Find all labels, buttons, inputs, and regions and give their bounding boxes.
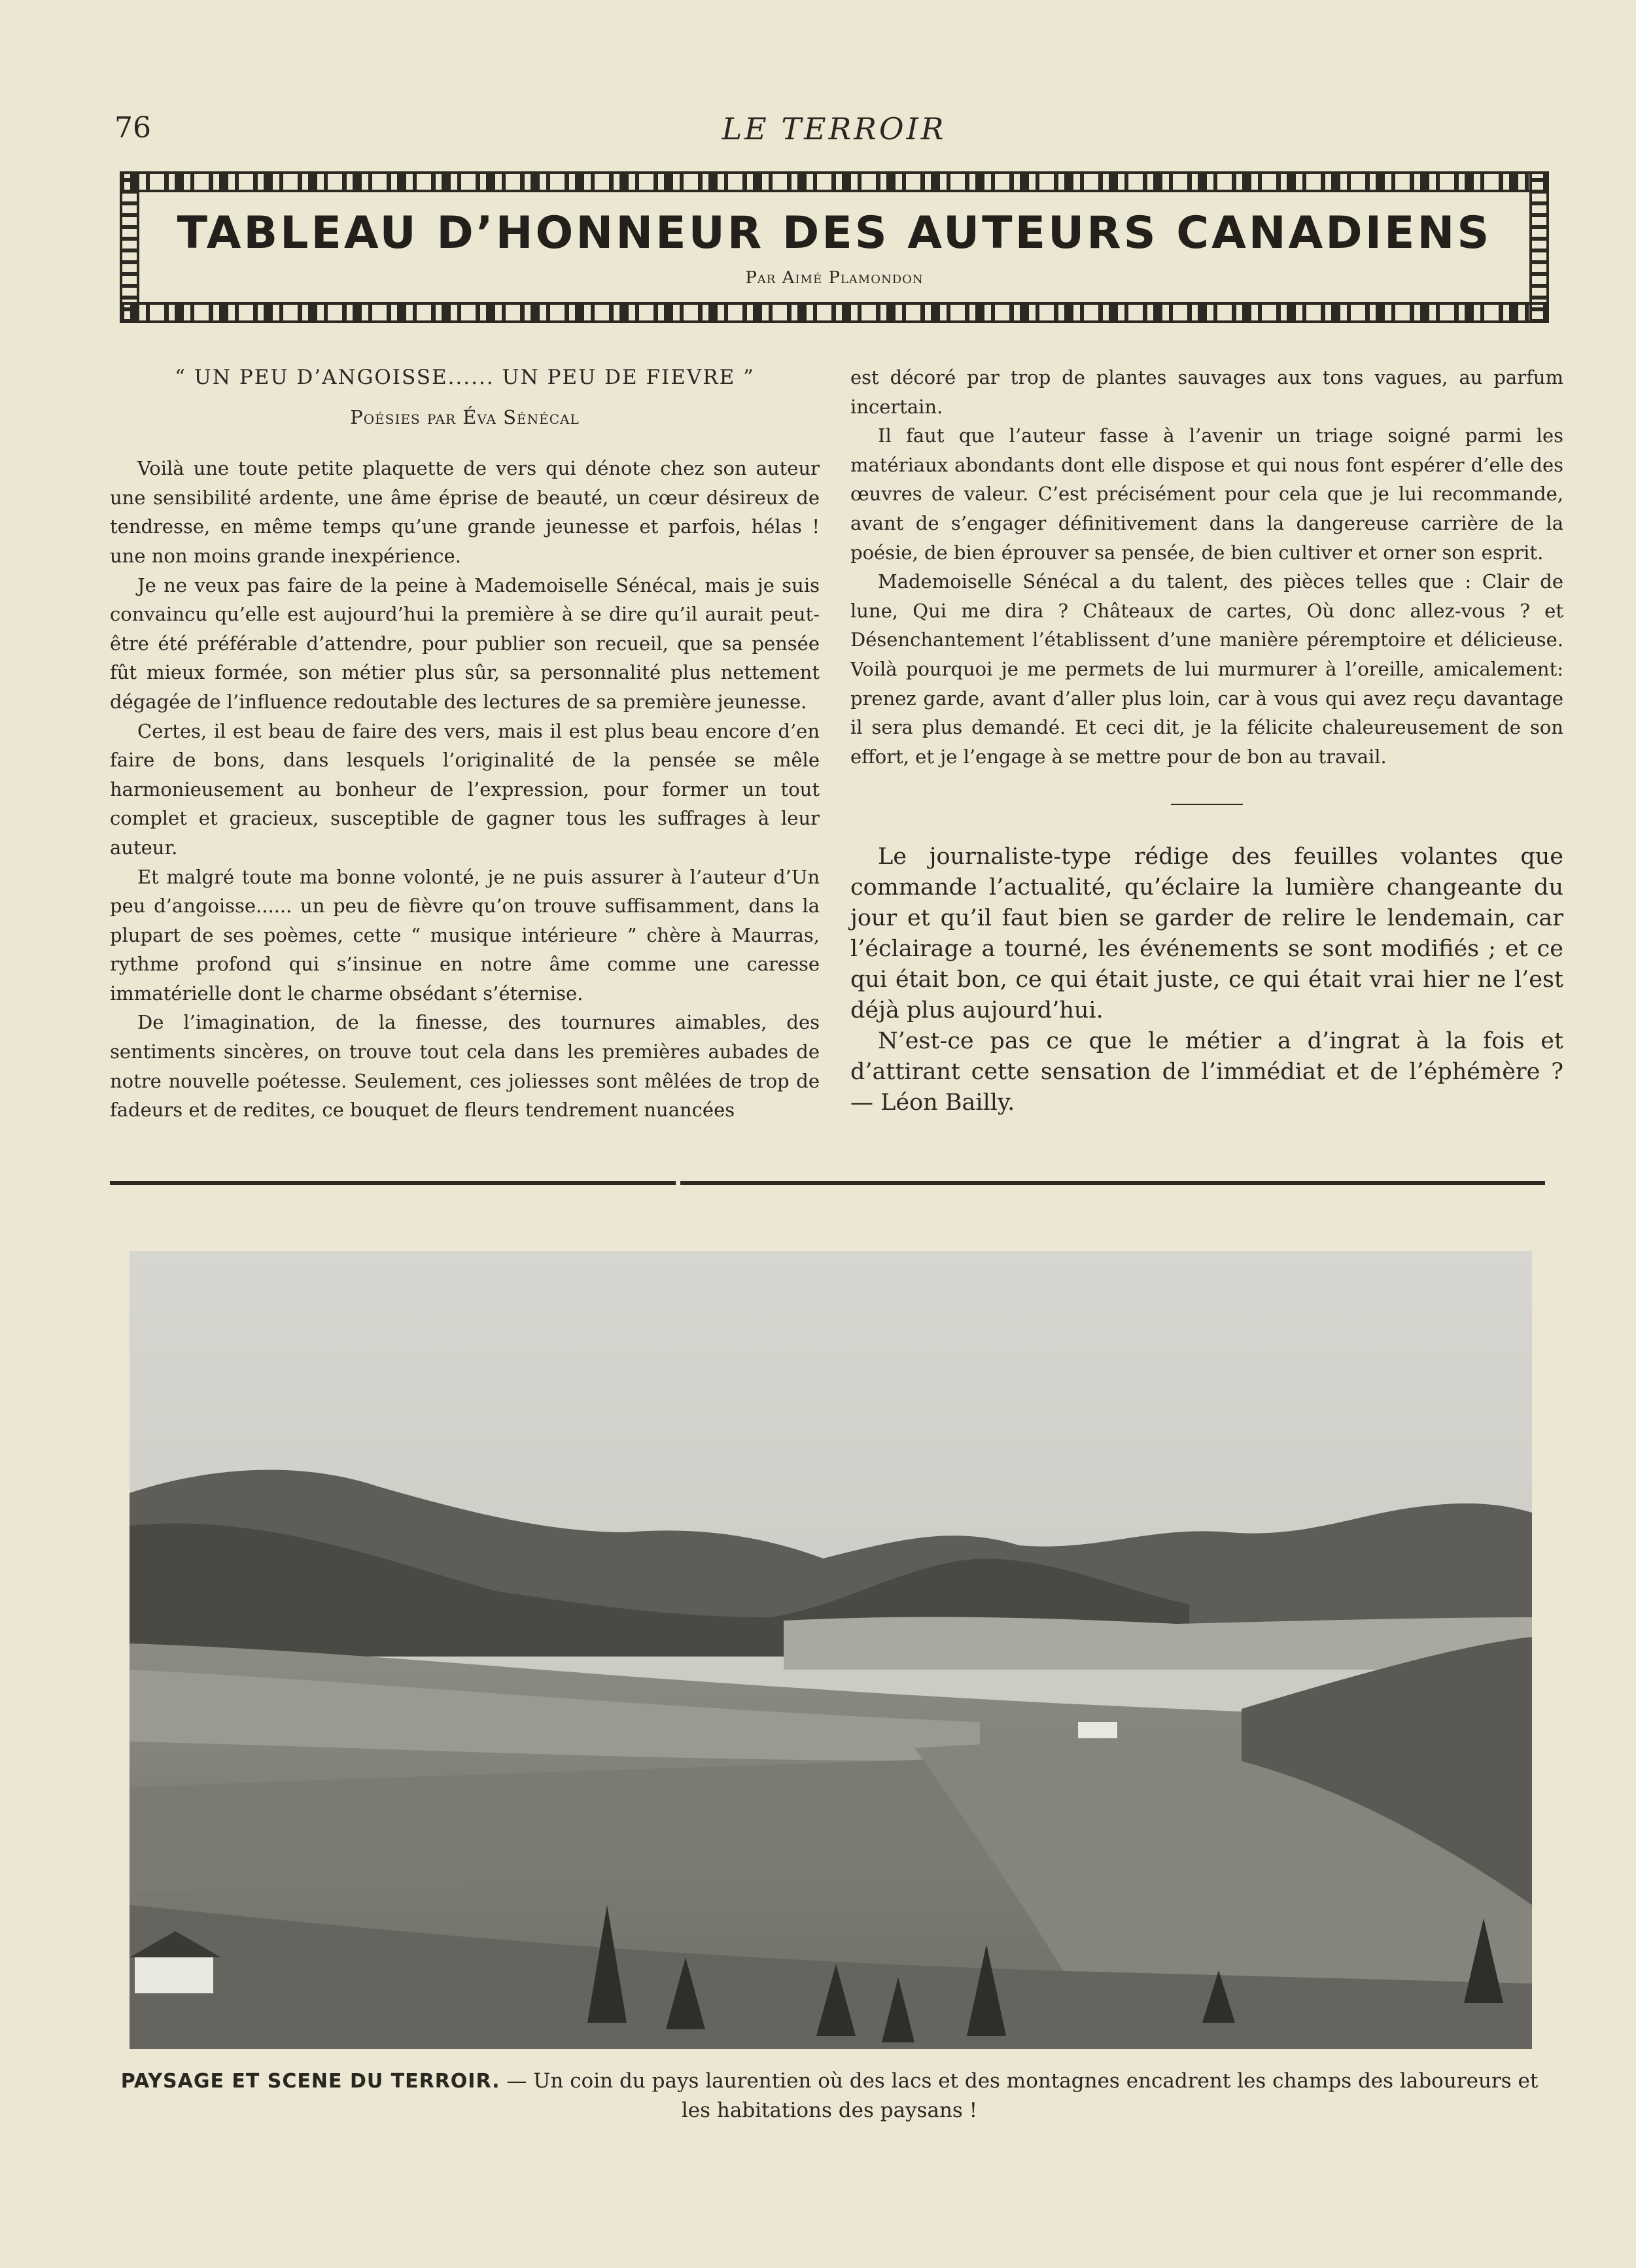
section-title: TABLEAU D’HONNEUR DES AUTEURS CANADIENS [177, 207, 1492, 259]
review-subheading: Poésies par Éva Sénécal [350, 405, 580, 428]
paragraph: est décoré par trop de plantes sauvages aux tons vagues, au parfum incertain. [850, 366, 1563, 418]
ornamental-border-bottom [120, 302, 1549, 323]
byline: Par Aimé Plamondon [745, 268, 924, 288]
title-frame [120, 171, 1549, 323]
left-column [110, 363, 820, 1125]
running-head [114, 111, 1554, 150]
caption-text: — Un coin du pays laurentien où des lacs et des montagnes encadrent les champs des laboureurs et les habitations des paysans ! [506, 2069, 1539, 2122]
paragraph: Voilà une toute petite plaquette de vers qui dénote chez son auteur une sensibilité ardente, une âme éprise de beauté, un cœur désireux de tendresse, en même temps qu’une grande jeunesse et parfois, hélas ! une non moins grande inexpérience. [110, 457, 820, 567]
page-number: 76 [114, 111, 151, 145]
paragraph: De l’imagination, de la finesse, des tournures aimables, des sentiments sincères, on trouve tout cela dans les premières aubades de notre nouvelle poétesse. Seulement, ces joliesses sont mêlées de trop de fadeurs et de redites, ce bouquet de fleurs tendrement nuancées [110, 1011, 820, 1122]
caption-label: PAYSAGE ET SCENE DU TERROIR. [120, 2070, 500, 2093]
horizontal-rule-right [680, 1181, 1545, 1185]
journal-title: LE TERROIR [722, 111, 947, 146]
paragraph: Et malgré toute ma bonne volonté, je ne puis assurer à l’auteur d’Un peu d’angoisse...... un peu de fièvre qu’on trouve suffisamment, dans la plupart de ses poèmes, cette “ musique intérieure ” chère à Maurras, rythme profond qui s’insinue en notre âme comme une caresse immatérielle dont le charme obsédant s’éternise. [110, 865, 820, 1005]
landscape-photo [130, 1251, 1532, 2049]
landscape-illustration [130, 1251, 1532, 2049]
ornamental-border-top [120, 171, 1549, 192]
quote-paragraph: Le journaliste-type rédige des feuilles volantes que commande l’actualité, qu’éclaire la lumière changeante du jour et qu’il faut bien se garder de relire le lendemain, car l’éclairage a tourné, les événements se sont modifiés ; et ce qui était bon, ce qui était juste, ce qui était vrai hier ne l’est déjà plus aujourd’hui. [850, 844, 1563, 1024]
paragraph: Mademoiselle Sénécal a du talent, des pièces telles que : Clair de lune, Qui me dira ? Châteaux de cartes, Où donc allez-vous ? et Désenchantement l’établissent d’une manière péremptoire et délicieuse. Voilà pourquoi je me permets de lui murmurer à l’oreille, amicalement: prenez garde, avant d’aller plus loin, car à vous qui avez reçu davantage il sera plus demandé. Et ceci dit, je la félicite chaleureusement de son effort, et je l’engage à se mettre pour de bon au travail. [850, 570, 1563, 768]
quote-paragraph: N’est-ce pas ce que le métier a d’ingrat à la fois et d’attirant cette sensation de l’immédiat et de l’éphémère ? — Léon Bailly. [850, 1028, 1563, 1116]
photo-caption [110, 2067, 1549, 2125]
horizontal-rule-left [110, 1181, 676, 1185]
paragraph: Je ne veux pas faire de la peine à Mademoiselle Sénécal, mais je suis convaincu qu’elle est aujourd’hui la première à se dire qu’il aurait peut-être été préférable d’attendre, pour publier son recueil, que sa pensée fût mieux formée, son métier plus sûr, sa personnalité plus nettement dégagée de l’influence redoutable des lectures de sa première jeunesse. [110, 574, 820, 713]
quote-block [850, 842, 1563, 1118]
paragraph: Il faut que l’auteur fasse à l’avenir un triage soigné parmi les matériaux abondants dont elle dispose et qui nous font espérer d’elle des œuvres de valeur. C’est précisément pour cela que je lui recommande, avant de s’engager définitivement dans la dangereuse carrière de la poésie, de bien éprouver sa pensée, de bien cultiver et orner son esprit. [850, 424, 1563, 564]
paragraph: Certes, il est beau de faire des vers, mais il est plus beau encore d’en faire de bons, dans lesquels l’originalité de la pensée se mêle harmonieusement au bonheur de l’expression, pour former un tout complet et gracieux, susceptible de gagner tous les suffrages à leur auteur. [110, 719, 820, 859]
section-divider [1171, 804, 1243, 805]
right-column [850, 363, 1563, 1118]
review-heading: “ UN PEU D’ANGOISSE...... UN PEU DE FIEVRE ” [175, 366, 755, 389]
